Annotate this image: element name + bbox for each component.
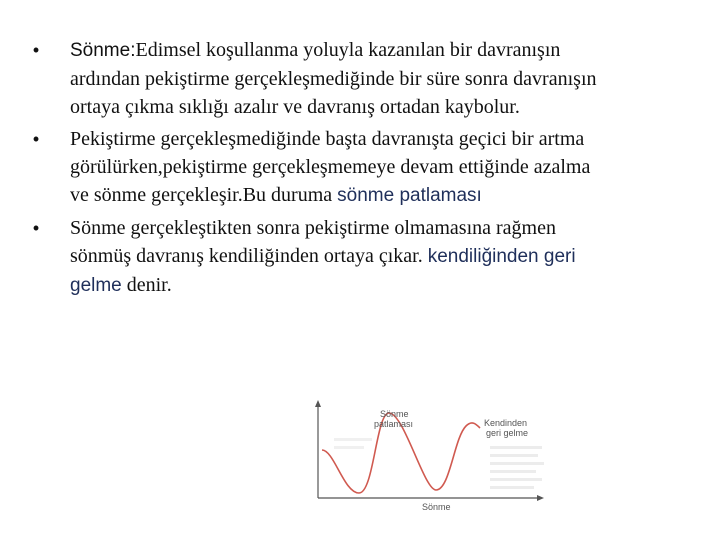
bullet-item-spontaneous-recovery	[28, 214, 608, 300]
faint-background-lines	[334, 438, 544, 489]
bullet-item-extinction	[28, 36, 608, 121]
bullet-list	[28, 36, 608, 304]
axis-label-extinction: Sönme	[422, 502, 451, 512]
recovery-term: kendiliğinden geri gelme	[70, 246, 576, 296]
recovery-label-line2: geri gelme	[486, 428, 529, 438]
extinction-curve-diagram	[304, 398, 552, 516]
faint-line	[490, 454, 538, 457]
burst-label-line2: patlaması	[374, 419, 414, 429]
faint-line	[490, 470, 536, 473]
burst-label-line1: Sönme	[380, 409, 409, 419]
recovery-tail: denir.	[121, 274, 172, 296]
faint-line	[334, 438, 372, 441]
faint-line	[490, 478, 542, 481]
bullet-dot: •	[32, 218, 40, 238]
extinction-curve-svg	[304, 398, 552, 516]
y-axis-arrow	[315, 400, 321, 407]
burst-text: Pekiştirme gerçekleşmediğinde başta davranışta geçici bir artma görülürken,pekiştirme gerçekleşmemeye devam ettiğinde azalma ve sönme gerçekleşir.Bu duruma	[70, 128, 591, 206]
recovery-text: Sönme gerçekleştikten sonra pekiştirme olmamasına rağmen sönmüş davranış kendiliğinden ortaya çıkar.	[70, 217, 556, 267]
faint-line	[490, 462, 544, 465]
bullet-dot: •	[32, 40, 40, 60]
bullet-dot: •	[32, 129, 40, 149]
bullet-item-extinction-burst	[28, 125, 608, 210]
extinction-text: Edimsel koşullanma yoluyla kazanılan bir davranışın ardından pekiştirme gerçekleşmediğinde bir süre sonra davranışın ortaya çıkma sıklığı azalır ve davranış ortadan kaybolur.	[70, 39, 597, 118]
x-axis-arrow	[537, 495, 544, 501]
burst-term: sönme patlaması	[337, 185, 482, 206]
faint-line	[490, 446, 542, 449]
extinction-lead: Sönme:	[70, 40, 136, 61]
recovery-label-line1: Kendinden	[484, 418, 528, 428]
faint-line	[490, 486, 534, 489]
faint-line	[334, 446, 364, 449]
